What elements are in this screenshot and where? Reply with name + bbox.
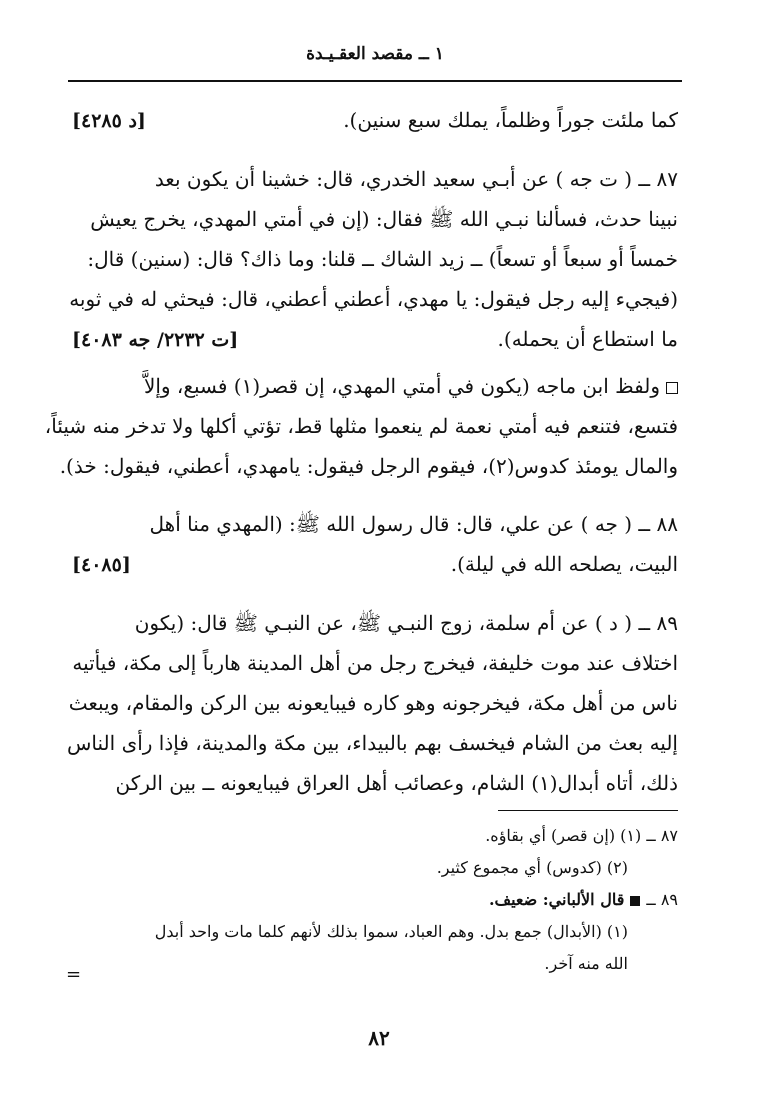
line-text: ما استطاع أن يحمله).	[497, 327, 678, 351]
text-line	[72, 504, 678, 544]
line-text: والمال يومئذ كدوس(٢)، فيقوم الرجل فيقول: يامهدي، أعطني، فيقول: خذ).	[59, 454, 678, 478]
line-text: كما ملئت جوراً وظلماً، يملك سبع سنين).	[343, 108, 678, 132]
line-text: (فيجيء إليه رجل فيقول: يا مهدي، أعطني أعطني، قال: فيحثي له في ثوبه	[69, 287, 678, 311]
line-text: البيت، يصلحه الله في ليلة).	[450, 552, 678, 576]
text-line	[68, 683, 678, 723]
line-text: نبينا حدث، فسألنا نبـي الله ﷺ فقال: (إن في أمتي المهدي، يخرج يعيش	[90, 207, 678, 231]
running-header: ١ ــ مقصد العقـيـدة	[306, 44, 444, 64]
footnotes	[72, 820, 678, 980]
footnote-line: (١) (الأبدال) جمع بدل. وهم العباد، سموا بذلك لأنهم كلما مات واحد أبدل	[154, 922, 628, 941]
text-line	[72, 366, 678, 406]
footnote-line: الله منه آخر.	[544, 954, 628, 973]
text-line	[72, 319, 678, 360]
text-line	[72, 763, 678, 803]
line-text: ولفظ ابن ماجه (يكون في أمتي المهدي، إن قصر(١) فسبع، وإلاَّ	[143, 374, 660, 398]
line-text: إليه بعث من الشام فيخسف بهم بالبيداء، بين مكة والمدينة، فإذا رأى الناس	[67, 731, 678, 755]
text-line	[72, 643, 678, 683]
text-line	[72, 159, 678, 199]
line-text: فتسع، فتنعم فيه أمتي نعمة لم ينعموا مثلها قط، تؤتي أكلها ولا تدخر منه شيئاً،	[44, 414, 678, 438]
square-bullet-icon	[666, 382, 678, 394]
line-text: ٨٩ ــ ( د ) عن أم سلمة، زوج النبـي ﷺ، عن النبـي ﷺ قال: (يكون	[134, 611, 678, 635]
text-line	[72, 100, 678, 141]
citation-ref: [د ٤٢٨٥]	[72, 110, 146, 132]
text-line	[67, 723, 678, 763]
footnote-line: (٢) (كدوس) أي مجموع كثير.	[436, 858, 628, 877]
footnote-number: ٨٩ ــ	[646, 890, 678, 909]
filled-square-icon	[630, 896, 640, 906]
continuation-mark: =	[66, 964, 82, 985]
citation-ref: [٤٠٨٥]	[72, 554, 131, 576]
text-line	[72, 603, 678, 643]
line-text: ٨٧ ــ ( ت جه ) عن أبـي سعيد الخدري، قال: خشينا أن يكون بعد	[154, 167, 678, 191]
citation-ref: [ت ٢٢٣٢/ جه ٤٠٨٣]	[72, 329, 239, 351]
line-text: اختلاف عند موت خليفة، فيخرج رجل من أهل المدينة هارباً إلى مكة، فيأتيه	[72, 651, 678, 675]
text-line	[72, 199, 678, 239]
footnote-text: قال الألباني: ضعيف.	[488, 890, 625, 909]
text-line	[72, 239, 678, 279]
line-text: ناس من أهل مكة، فيخرجونه وهو كاره فيبايعونه بين الركن والمقام، ويبعث	[68, 691, 678, 715]
text-line	[72, 544, 678, 585]
line-text: ذلك، أتاه أبدال(١) الشام، وعصائب أهل العراق فيبايعونه ــ بين الركن	[115, 771, 678, 795]
main-text	[44, 100, 678, 803]
line-text: ٨٨ ــ ( جه ) عن علي، قال: قال رسول الله ﷺ: (المهدي منا أهل	[149, 512, 678, 536]
page-number: ٨٢	[368, 1026, 390, 1050]
footnote-line	[72, 884, 678, 916]
footnote-rule	[498, 810, 678, 811]
text-line	[44, 406, 678, 446]
text-line	[69, 279, 678, 319]
text-line	[59, 446, 678, 486]
header-rule	[68, 80, 682, 82]
line-text: خمساً أو سبعاً أو تسعاً) ــ زيد الشاك ــ قلنا: وما ذاك؟ قال: (سنين) قال:	[87, 247, 678, 271]
footnote-line: ٨٧ ــ (١) (إن قصر) أي بقاؤه.	[485, 826, 678, 845]
